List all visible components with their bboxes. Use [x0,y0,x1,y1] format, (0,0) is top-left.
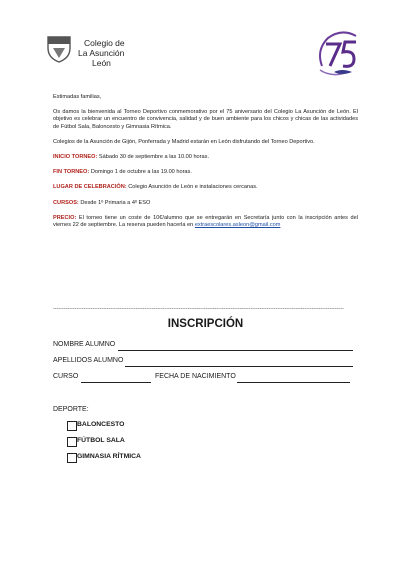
gimnasia-ritmica-checkbox[interactable] [67,453,77,463]
futbol-sala-label: FÚTBOL SALA [77,437,125,444]
separator-line: ------------------------------------------------------------------------------------------------------------------------------------------------------------------ [53,306,344,312]
inicio-value: Sábado 30 de septiembre a las 10.00 horas. [98,154,209,161]
curso-fecha-row [53,373,358,385]
fin-torneo [53,169,358,176]
school-name [78,38,125,68]
letter-body [53,94,358,237]
gimnasia-ritmica-label: GIMNASIA RÍTMICA [77,453,141,460]
header [46,30,366,80]
inscripcion-title: INSCRIPCIÓN [167,318,244,330]
fin-value: Domingo 1 de octubre a las 19.00 horas. [90,169,192,176]
school-shield-logo [46,34,72,64]
greeting: Estimadas familias, [53,94,102,100]
fecha-label: FECHA DE NACIMIENTO [155,373,236,380]
precio [53,215,358,229]
cursos [53,200,358,207]
inicio-label: INICIO TORNEO: [53,154,98,161]
nombre-label: NOMBRE ALUMNO [53,341,116,348]
futbol-sala-checkbox[interactable] [67,437,77,447]
precio-label: PRECIO: [53,214,77,221]
intro-paragraph: Os damos la bienvenida al Torneo Deportivo conmemorativo por el 75 aniversario del Colegio La Asunción de León. El objetivo es celebrar un encuentro de convivencia, salidad y de buen ambiente para los chicos y chicas de las actividades de Fútbol Sala, Baloncesto y Gimnasia Rítmica. [53,109,358,130]
school-name-line1: Colegio de [84,38,125,48]
apellidos-field[interactable] [125,366,353,367]
lugar-label: LUGAR DE CELEBRACIÓN: [53,184,127,191]
school-name-line2: La Asunción [78,48,125,58]
lugar-value: Colegio Asunción de León e instalaciones cercanas. [128,184,258,191]
curso-field[interactable] [81,382,151,383]
cursos-label: CURSOS: [53,199,79,206]
anniversary-75-logo [312,28,364,80]
school-name-line3: León [92,58,111,68]
lugar-celebracion [53,184,358,191]
cursos-value: Desde 1º Primaria a 4º ESO [80,199,151,206]
nombre-field[interactable] [118,350,353,351]
colleges-paragraph: Colegios de la Asunción de Gijón, Ponferrada y Madrid estarán en León disfrutando del Torneo Deportivo. [53,138,315,145]
apellidos-label: APELLIDOS ALUMNO [53,357,124,364]
curso-label: CURSO [53,373,79,380]
baloncesto-checkbox[interactable] [67,421,77,431]
inicio-torneo [53,154,358,161]
nombre-row [53,341,358,353]
deporte-label: DEPORTE: [53,406,89,413]
baloncesto-label: BALONCESTO [77,421,125,428]
email-link[interactable]: extraescolares.asleon@gmail.com [194,222,281,229]
fecha-field[interactable] [237,382,350,383]
precio-value: El torneo tiene un coste de 10€/alumno que se entregarán en Secretaría junto con la inscripción antes del viernes 22 de septiembre. La reserva pueden hacerla en [53,214,358,229]
apellidos-row [53,357,358,369]
fin-label: FIN TORNEO: [53,169,90,176]
